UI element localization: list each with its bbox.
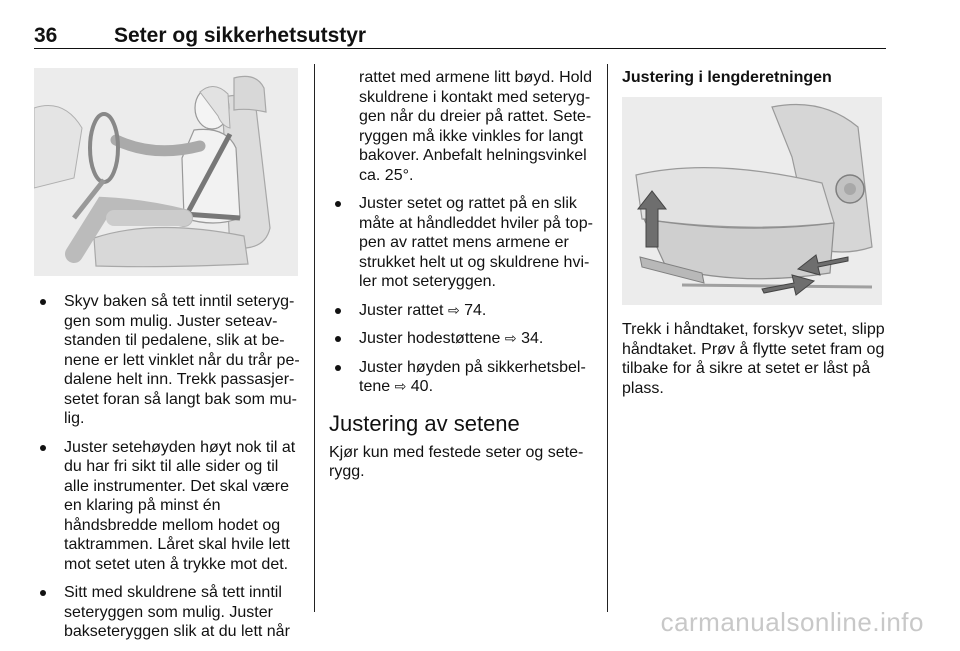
instruction-paragraph: Trekk i håndtaket, forskyv setet, slipp håndtaket. Prøv å flytte setet fram og tilbake for å sikre at setet er låst på plass.	[622, 321, 885, 397]
list-item-text: Juster hodestøttene	[359, 330, 501, 347]
driver-position-drawing	[34, 68, 298, 276]
column-3	[622, 68, 888, 88]
bullet-icon	[40, 590, 46, 596]
bullet-icon	[40, 299, 46, 305]
list-item	[329, 194, 593, 292]
bullet-icon	[40, 445, 46, 451]
header-rule	[34, 48, 886, 49]
section-heading: Justering av setene	[329, 410, 520, 436]
cross-reference-arrow-icon[interactable]: ⇨	[447, 301, 460, 318]
list-item-text: Juster setet og rattet på en slik måte at håndleddet hviler på top-pen av rattet mens armene er strukket helt ut og skuldrene hvi-ler mot seteryggen.	[359, 195, 593, 290]
column-divider	[607, 64, 608, 612]
bullet-icon	[335, 308, 341, 314]
list-item-text: Sitt med skuldrene så tett inntil seteryggen som mulig. Juster bakseteryggen slik at du lett når	[64, 584, 290, 640]
list-item-text: Juster rattet	[359, 301, 444, 319]
bullet-icon	[335, 336, 341, 342]
column-1	[34, 292, 300, 651]
section-paragraph: Kjør kun med festede seter og sete-rygg.	[329, 443, 584, 480]
continued-paragraph: rattet med armene litt bøyd. Hold skuldrene i kontakt med seteryg-gen når du dreier på rattet. Sete-ryggen må ikke vinkles for langt bakover. Anbefalt helningsvinkel ca. 25°.	[359, 69, 592, 184]
list-item	[34, 583, 300, 642]
bullet-icon	[335, 365, 341, 371]
list-item	[329, 358, 593, 397]
seat-adjustment-illustration	[622, 97, 882, 305]
column-3-body	[622, 320, 892, 407]
column-2	[329, 68, 593, 491]
page-reference[interactable]: 34.	[521, 330, 544, 347]
page-number: 36	[34, 24, 58, 47]
list-item	[329, 301, 593, 321]
list-item	[34, 438, 300, 575]
driver-position-illustration	[34, 68, 298, 276]
list-item	[329, 329, 593, 349]
page-reference[interactable]: 74.	[464, 301, 487, 319]
cross-reference-arrow-icon[interactable]: ⇨	[504, 330, 517, 346]
watermark: carmanualsonline.info	[660, 607, 924, 637]
list-item-text: Juster høyden på sikkerhetsbel-tene	[359, 358, 586, 395]
subsection-heading: Justering i lengderetningen	[622, 69, 832, 86]
list-item-text: Juster setehøyden høyt nok til at du har fri sikt til alle sider og til alle instrumenter. Det skal være en klaring på minst én håndsbredde mellom hodet og taktrammen. Låret skal hvile lett mot setet uten å trykke mot det.	[64, 438, 296, 573]
list-item	[34, 292, 300, 429]
column-divider	[314, 64, 315, 612]
page-header	[0, 0, 960, 52]
bullet-icon	[335, 201, 341, 207]
chapter-title: Seter og sikkerhetsutstyr	[114, 24, 367, 47]
page-reference[interactable]: 40.	[410, 378, 434, 395]
list-item-text: Skyv baken så tett inntil seteryg-gen som mulig. Juster seteav-standen til pedalene, slik at be-nene er lett vinklet når du trår pe-dalene helt inn. Trekk passasjer-setet foran så langt bak som mu-lig.	[64, 293, 300, 427]
cross-reference-arrow-icon[interactable]: ⇨	[394, 378, 407, 394]
seat-adjustment-drawing	[622, 97, 882, 305]
